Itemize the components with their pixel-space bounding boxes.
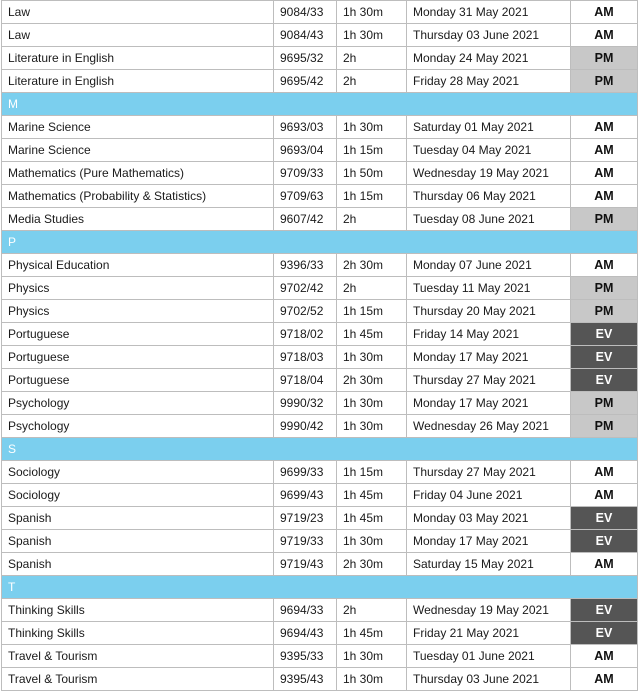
subject-cell: Travel & Tourism	[2, 645, 274, 668]
duration-cell: 2h	[337, 208, 407, 231]
duration-cell: 1h 45m	[337, 484, 407, 507]
table-row	[2, 47, 638, 70]
letter-group-label: P	[2, 231, 638, 254]
date-cell: Monday 07 June 2021	[407, 254, 571, 277]
table-row	[2, 369, 638, 392]
session-badge: AM	[571, 139, 638, 162]
date-cell: Tuesday 11 May 2021	[407, 277, 571, 300]
subject-cell: Media Studies	[2, 208, 274, 231]
subject-cell: Marine Science	[2, 116, 274, 139]
table-row	[2, 622, 638, 645]
date-cell: Tuesday 08 June 2021	[407, 208, 571, 231]
letter-group-header	[2, 231, 638, 254]
duration-cell: 1h 45m	[337, 323, 407, 346]
table-row	[2, 668, 638, 691]
date-cell: Tuesday 04 May 2021	[407, 139, 571, 162]
duration-cell: 1h 30m	[337, 668, 407, 691]
table-row	[2, 70, 638, 93]
subject-cell: Law	[2, 24, 274, 47]
subject-cell: Portuguese	[2, 369, 274, 392]
session-badge: PM	[571, 70, 638, 93]
component-code-cell: 9395/33	[274, 645, 337, 668]
date-cell: Monday 31 May 2021	[407, 1, 571, 24]
session-badge: AM	[571, 24, 638, 47]
table-row	[2, 139, 638, 162]
session-badge: AM	[571, 162, 638, 185]
table-row	[2, 346, 638, 369]
subject-cell: Physics	[2, 300, 274, 323]
date-cell: Monday 24 May 2021	[407, 47, 571, 70]
subject-cell: Spanish	[2, 530, 274, 553]
duration-cell: 2h	[337, 277, 407, 300]
component-code-cell: 9718/02	[274, 323, 337, 346]
table-row	[2, 553, 638, 576]
table-row	[2, 392, 638, 415]
session-badge: AM	[571, 1, 638, 24]
session-badge: AM	[571, 668, 638, 691]
component-code-cell: 9990/42	[274, 415, 337, 438]
duration-cell: 1h 30m	[337, 415, 407, 438]
table-row	[2, 323, 638, 346]
subject-cell: Psychology	[2, 415, 274, 438]
date-cell: Saturday 01 May 2021	[407, 116, 571, 139]
session-badge: AM	[571, 185, 638, 208]
duration-cell: 1h 15m	[337, 300, 407, 323]
duration-cell: 2h	[337, 70, 407, 93]
component-code-cell: 9607/42	[274, 208, 337, 231]
component-code-cell: 9084/33	[274, 1, 337, 24]
date-cell: Monday 17 May 2021	[407, 530, 571, 553]
session-badge: AM	[571, 461, 638, 484]
duration-cell: 1h 30m	[337, 645, 407, 668]
date-cell: Thursday 06 May 2021	[407, 185, 571, 208]
subject-cell: Literature in English	[2, 70, 274, 93]
table-row	[2, 507, 638, 530]
component-code-cell: 9693/03	[274, 116, 337, 139]
date-cell: Tuesday 01 June 2021	[407, 645, 571, 668]
session-badge: EV	[571, 369, 638, 392]
session-badge: EV	[571, 622, 638, 645]
table-row	[2, 645, 638, 668]
date-cell: Wednesday 26 May 2021	[407, 415, 571, 438]
session-badge: EV	[571, 323, 638, 346]
component-code-cell: 9693/04	[274, 139, 337, 162]
table-row	[2, 530, 638, 553]
date-cell: Monday 17 May 2021	[407, 346, 571, 369]
component-code-cell: 9718/03	[274, 346, 337, 369]
session-badge: AM	[571, 553, 638, 576]
table-row	[2, 599, 638, 622]
date-cell: Thursday 20 May 2021	[407, 300, 571, 323]
date-cell: Wednesday 19 May 2021	[407, 599, 571, 622]
table-row	[2, 116, 638, 139]
session-badge: PM	[571, 392, 638, 415]
table-row	[2, 484, 638, 507]
subject-cell: Sociology	[2, 461, 274, 484]
session-badge: EV	[571, 346, 638, 369]
date-cell: Thursday 27 May 2021	[407, 461, 571, 484]
session-badge: PM	[571, 208, 638, 231]
table-row	[2, 277, 638, 300]
letter-group-header	[2, 438, 638, 461]
session-badge: PM	[571, 277, 638, 300]
subject-cell: Sociology	[2, 484, 274, 507]
table-row	[2, 415, 638, 438]
letter-group-label: M	[2, 93, 638, 116]
component-code-cell: 9396/33	[274, 254, 337, 277]
date-cell: Thursday 03 June 2021	[407, 668, 571, 691]
component-code-cell: 9699/43	[274, 484, 337, 507]
session-badge: EV	[571, 507, 638, 530]
component-code-cell: 9695/42	[274, 70, 337, 93]
component-code-cell: 9719/43	[274, 553, 337, 576]
subject-cell: Portuguese	[2, 346, 274, 369]
timetable-body	[2, 1, 638, 691]
duration-cell: 2h 30m	[337, 369, 407, 392]
letter-group-label: S	[2, 438, 638, 461]
subject-cell: Thinking Skills	[2, 599, 274, 622]
date-cell: Saturday 15 May 2021	[407, 553, 571, 576]
component-code-cell: 9719/23	[274, 507, 337, 530]
subject-cell: Literature in English	[2, 47, 274, 70]
session-badge: AM	[571, 645, 638, 668]
table-row	[2, 1, 638, 24]
date-cell: Friday 14 May 2021	[407, 323, 571, 346]
date-cell: Wednesday 19 May 2021	[407, 162, 571, 185]
duration-cell: 1h 50m	[337, 162, 407, 185]
subject-cell: Mathematics (Pure Mathematics)	[2, 162, 274, 185]
component-code-cell: 9702/42	[274, 277, 337, 300]
table-row	[2, 185, 638, 208]
component-code-cell: 9694/33	[274, 599, 337, 622]
component-code-cell: 9709/63	[274, 185, 337, 208]
date-cell: Friday 04 June 2021	[407, 484, 571, 507]
duration-cell: 2h	[337, 599, 407, 622]
component-code-cell: 9695/32	[274, 47, 337, 70]
table-row	[2, 162, 638, 185]
duration-cell: 1h 30m	[337, 530, 407, 553]
duration-cell: 1h 15m	[337, 139, 407, 162]
duration-cell: 1h 15m	[337, 461, 407, 484]
subject-cell: Travel & Tourism	[2, 668, 274, 691]
date-cell: Friday 28 May 2021	[407, 70, 571, 93]
session-badge: PM	[571, 300, 638, 323]
session-badge: AM	[571, 484, 638, 507]
component-code-cell: 9990/32	[274, 392, 337, 415]
date-cell: Friday 21 May 2021	[407, 622, 571, 645]
duration-cell: 1h 30m	[337, 116, 407, 139]
subject-cell: Marine Science	[2, 139, 274, 162]
component-code-cell: 9694/43	[274, 622, 337, 645]
duration-cell: 1h 30m	[337, 392, 407, 415]
component-code-cell: 9718/04	[274, 369, 337, 392]
letter-group-header	[2, 93, 638, 116]
component-code-cell: 9702/52	[274, 300, 337, 323]
duration-cell: 1h 30m	[337, 346, 407, 369]
table-row	[2, 300, 638, 323]
session-badge: PM	[571, 47, 638, 70]
component-code-cell: 9395/43	[274, 668, 337, 691]
date-cell: Monday 17 May 2021	[407, 392, 571, 415]
session-badge: AM	[571, 254, 638, 277]
letter-group-header	[2, 576, 638, 599]
duration-cell: 2h 30m	[337, 254, 407, 277]
subject-cell: Physics	[2, 277, 274, 300]
duration-cell: 1h 45m	[337, 507, 407, 530]
component-code-cell: 9709/33	[274, 162, 337, 185]
subject-cell: Spanish	[2, 507, 274, 530]
duration-cell: 2h	[337, 47, 407, 70]
component-code-cell: 9719/33	[274, 530, 337, 553]
subject-cell: Law	[2, 1, 274, 24]
table-row	[2, 208, 638, 231]
date-cell: Monday 03 May 2021	[407, 507, 571, 530]
duration-cell: 1h 45m	[337, 622, 407, 645]
session-badge: PM	[571, 415, 638, 438]
session-badge: EV	[571, 599, 638, 622]
subject-cell: Physical Education	[2, 254, 274, 277]
duration-cell: 1h 30m	[337, 1, 407, 24]
session-badge: EV	[571, 530, 638, 553]
subject-cell: Psychology	[2, 392, 274, 415]
date-cell: Thursday 27 May 2021	[407, 369, 571, 392]
date-cell: Thursday 03 June 2021	[407, 24, 571, 47]
table-row	[2, 254, 638, 277]
subject-cell: Mathematics (Probability & Statistics)	[2, 185, 274, 208]
subject-cell: Thinking Skills	[2, 622, 274, 645]
exam-timetable	[1, 0, 638, 691]
subject-cell: Spanish	[2, 553, 274, 576]
subject-cell: Portuguese	[2, 323, 274, 346]
duration-cell: 1h 15m	[337, 185, 407, 208]
table-row	[2, 461, 638, 484]
duration-cell: 1h 30m	[337, 24, 407, 47]
table-row	[2, 24, 638, 47]
component-code-cell: 9084/43	[274, 24, 337, 47]
letter-group-label: T	[2, 576, 638, 599]
session-badge: AM	[571, 116, 638, 139]
duration-cell: 2h 30m	[337, 553, 407, 576]
component-code-cell: 9699/33	[274, 461, 337, 484]
